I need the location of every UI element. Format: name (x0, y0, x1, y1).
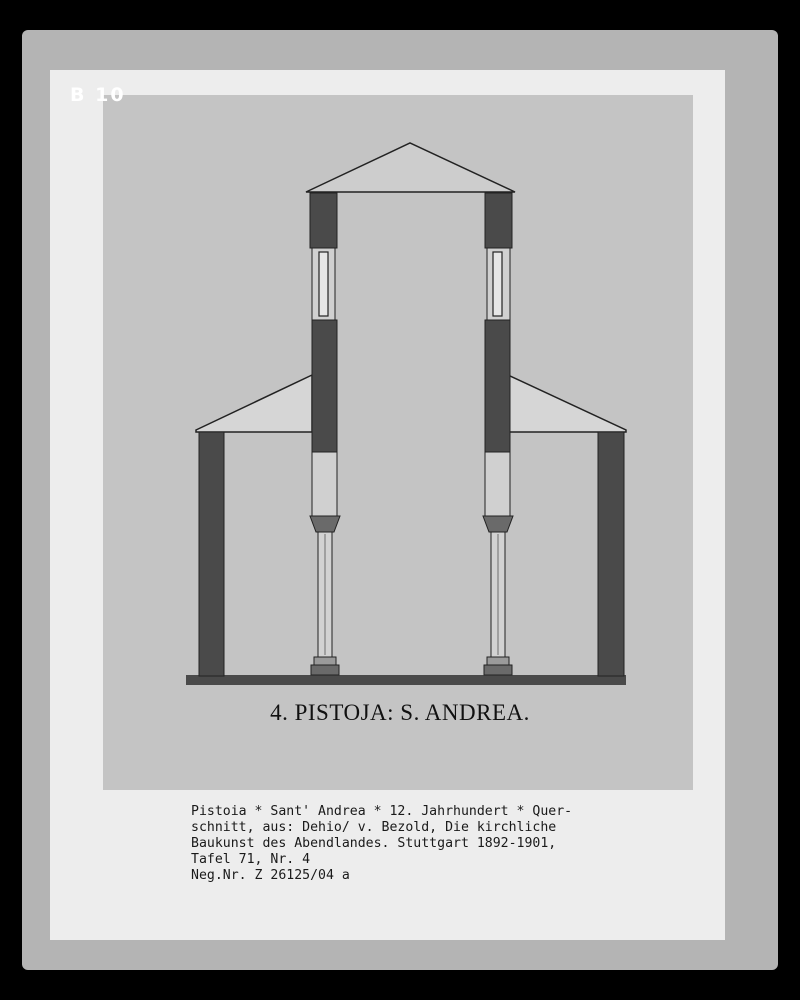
nave-roof-gable (306, 143, 515, 192)
ground-line (186, 675, 626, 685)
catalog-label (191, 804, 711, 884)
right-aisle-roof (508, 375, 626, 432)
right-clerestory-window (493, 252, 502, 316)
label-line: Baukunst des Abendlandes. Stuttgart 1892-1901, (191, 836, 557, 851)
right-column (483, 516, 513, 675)
label-line: schnitt, aus: Dehio/ v. Bezold, Die kirchliche (191, 820, 557, 835)
left-nave-wall (310, 193, 337, 516)
left-clerestory-window (319, 252, 328, 316)
left-outer-wall (199, 432, 224, 676)
slide-badge: B 10 (70, 84, 126, 106)
right-outer-wall (598, 432, 624, 676)
right-nave-wall (485, 193, 512, 516)
negative-number: Neg.Nr. Z 26125/04 a (191, 868, 350, 883)
label-line: Pistoia * Sant' Andrea * 12. Jahrhundert * Quer- (191, 804, 573, 819)
left-aisle-roof (196, 375, 312, 432)
label-line: Tafel 71, Nr. 4 (191, 852, 311, 867)
left-column (310, 516, 340, 675)
plate-caption: 4. PISTOJA: S. ANDREA. (270, 700, 530, 725)
